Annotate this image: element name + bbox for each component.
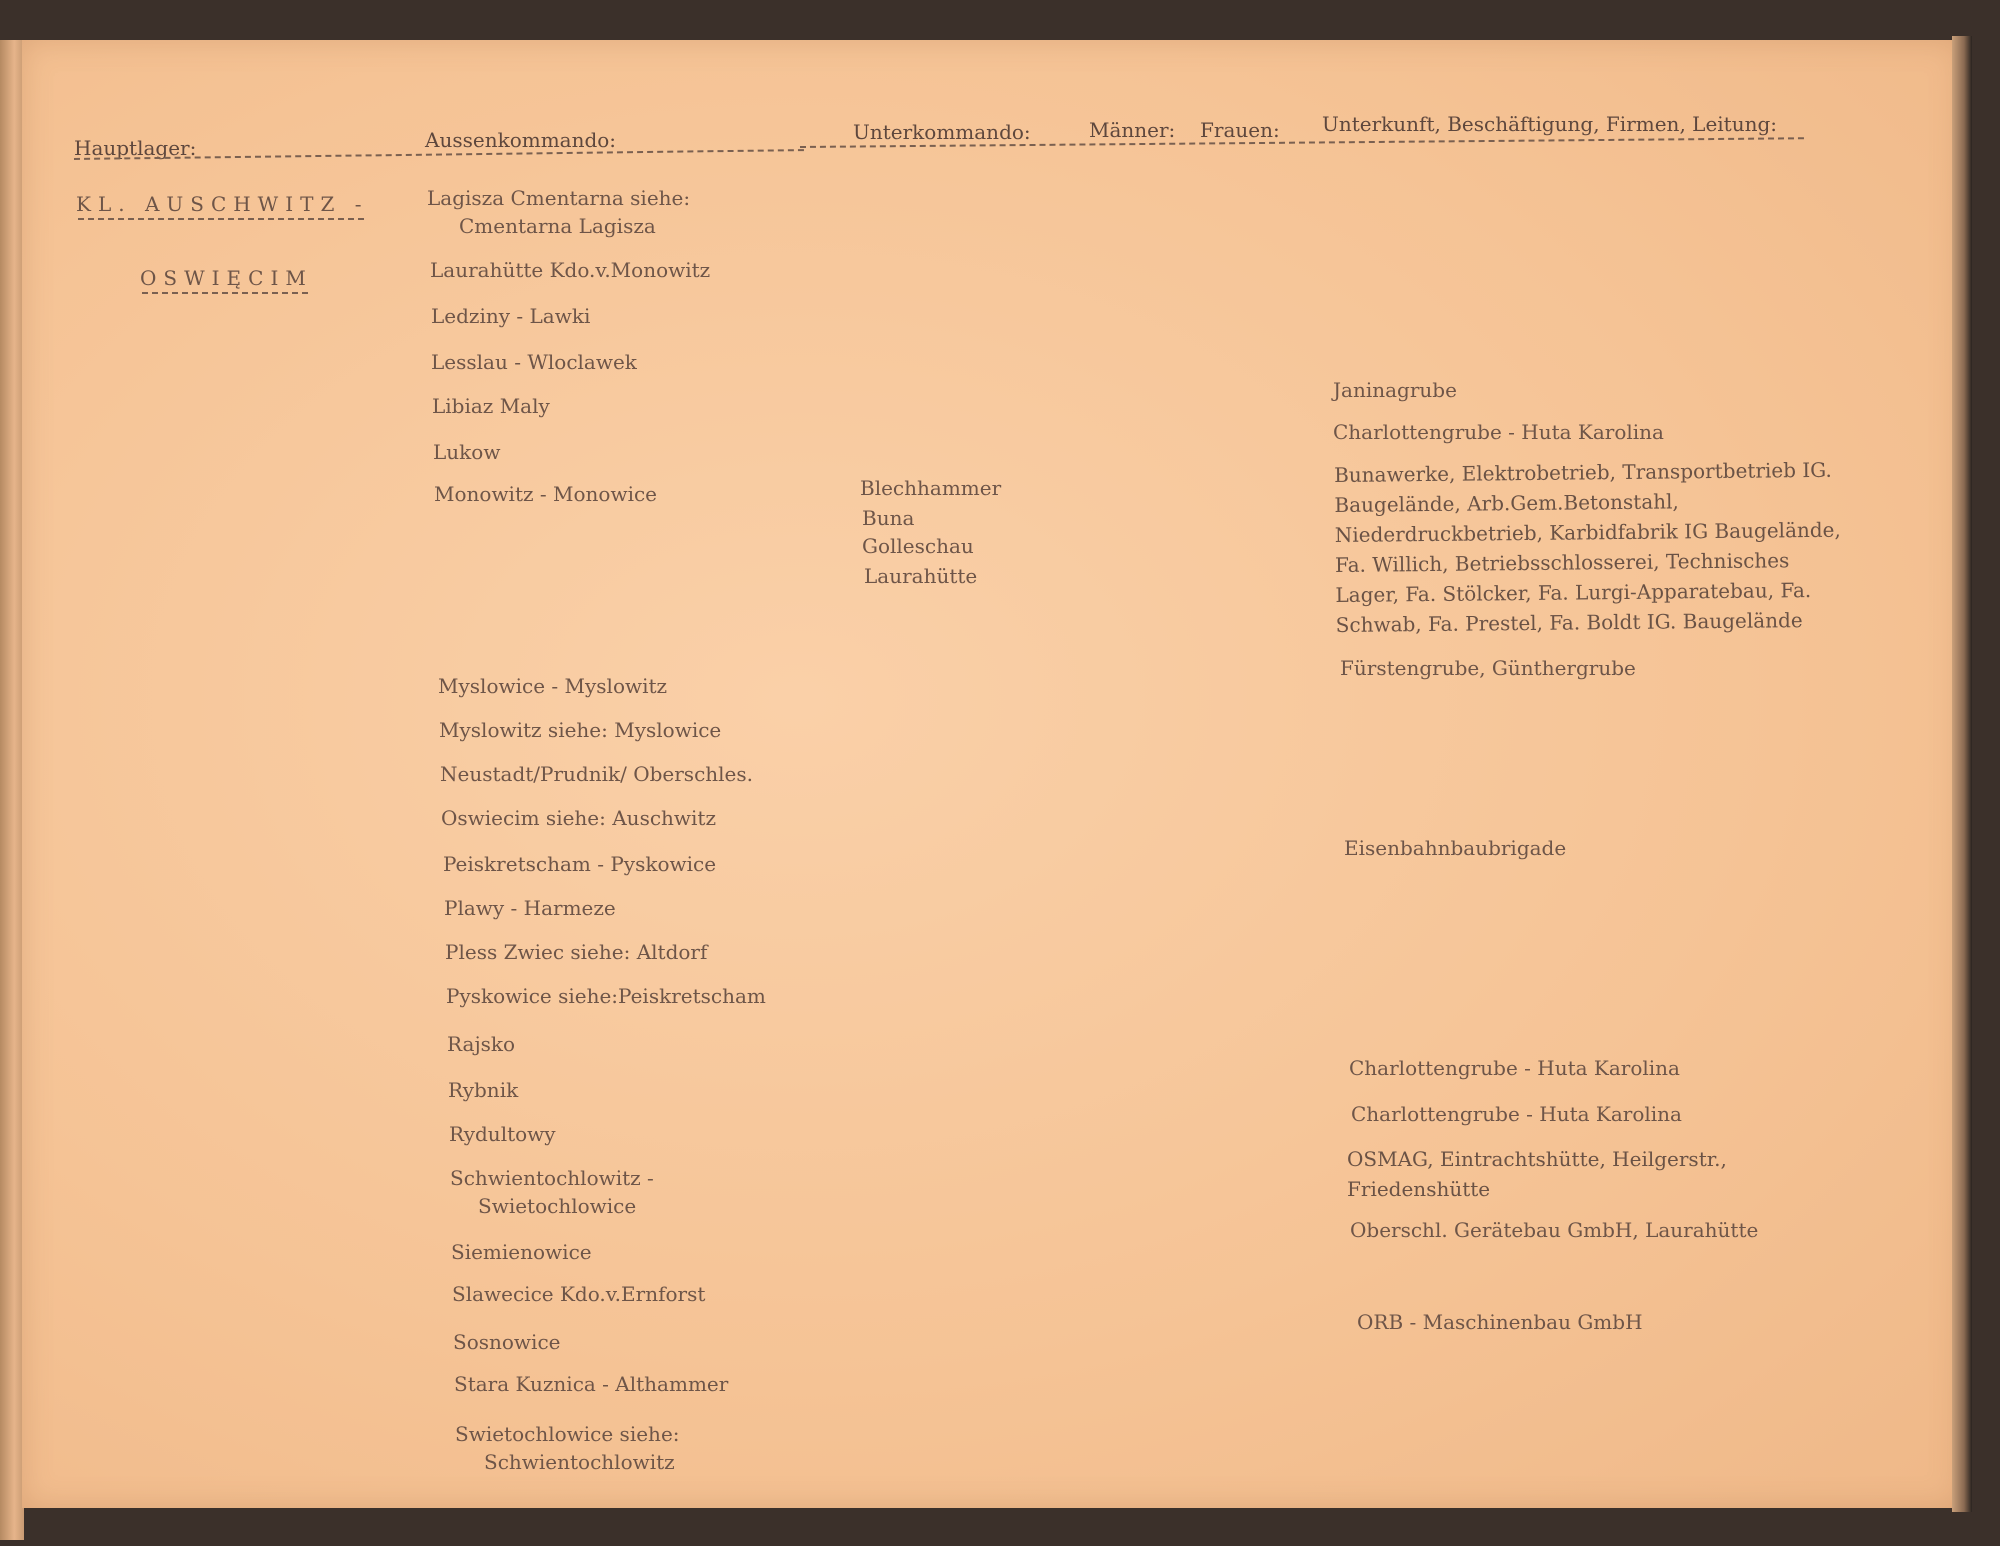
aussenkommando-item: Schwientochlowitz - [450, 1166, 654, 1190]
aussenkommando-item-cont: Swietochlowice [478, 1194, 637, 1218]
unterkunft-item: Oberschl. Gerätebau GmbH, Laurahütte [1350, 1218, 1759, 1242]
aussenkommando-item: Lagisza Cmentarna siehe: [427, 186, 691, 210]
aussenkommando-item: Rydultowy [449, 1122, 556, 1146]
header-aussenkommando: Aussenkommando: [425, 128, 617, 152]
header-maenner: Männer: [1089, 118, 1176, 142]
aussenkommando-item-cont: Cmentarna Lagisza [459, 214, 656, 238]
unterkunft-item-multiline: OSMAG, Eintrachtshütte, Heilgerstr., Friedenshütte [1347, 1147, 1727, 1201]
aussenkommando-item: Slawecice Kdo.v.Ernforst [452, 1282, 706, 1306]
aussenkommando-item: Rajsko [447, 1032, 516, 1056]
aussenkommando-item: Pyskowice siehe:Peiskretscham [446, 984, 766, 1008]
unterkunft-item-multiline: Bunawerke, Elektrobetrieb, Transportbetrieb IG. Baugelände, Arb.Gem.Betonstahl, Niederdruckbetrieb, Karbidfabrik IG Baugelände, Fa. Willich, Betriebsschlosserei, Technisches Lager, Fa. Stölcker, Fa. Lurgi-Apparatebau, Fa. Schwab, Fa. Prestel, Fa. Boldt IG. Baugelände [1334, 457, 1841, 637]
camp-underline-1 [78, 218, 364, 220]
unterkunft-item: Fürstengrube, Günthergrube [1340, 656, 1636, 680]
camp-underline-2 [142, 292, 308, 294]
unterkunft-item: Eisenbahnbaubrigade [1344, 836, 1567, 860]
camp-name-line1: KL. AUSCHWITZ - [76, 192, 369, 216]
aussenkommando-item: Pless Zwiec siehe: Altdorf [445, 940, 708, 964]
camp-name-line2: OSWIĘCIM [140, 266, 313, 290]
aussenkommando-item: Libiaz Maly [432, 394, 550, 418]
unterkommando-item: Buna [862, 506, 915, 530]
aussenkommando-item: Ledziny - Lawki [431, 304, 591, 328]
unterkunft-item: ORB - Maschinenbau GmbH [1357, 1310, 1643, 1334]
aussenkommando-item-cont: Schwientochlowitz [484, 1450, 675, 1474]
aussenkommando-item: Myslowice - Myslowitz [438, 674, 668, 698]
aussenkommando-item: Peiskretscham - Pyskowice [443, 852, 717, 876]
document-page [22, 40, 1960, 1508]
header-hauptlager: Hauptlager: [74, 136, 197, 160]
aussenkommando-item: Myslowitz siehe: Myslowice [439, 718, 722, 742]
unterkunft-item: Charlottengrube - Huta Karolina [1333, 420, 1664, 444]
aussenkommando-item: Siemienowice [451, 1240, 592, 1264]
unterkunft-item: Charlottengrube - Huta Karolina [1351, 1102, 1682, 1126]
left-page-edge [0, 40, 24, 1540]
aussenkommando-item: Sosnowice [453, 1330, 561, 1354]
aussenkommando-item: Monowitz - Monowice [434, 482, 657, 506]
unterkommando-item: Laurahütte [864, 564, 978, 588]
unterkunft-item: Charlottengrube - Huta Karolina [1349, 1056, 1680, 1080]
header-unterkunft: Unterkunft, Beschäftigung, Firmen, Leitung: [1322, 112, 1778, 136]
aussenkommando-item: Neustadt/Prudnik/ Oberschles. [440, 762, 754, 786]
header-unterkommando: Unterkommando: [853, 120, 1031, 144]
header-frauen: Frauen: [1200, 118, 1280, 142]
unterkommando-item: Golleschau [862, 534, 974, 558]
aussenkommando-item: Oswiecim siehe: Auschwitz [441, 806, 716, 830]
unterkunft-item: Janinagrube [1333, 378, 1457, 402]
aussenkommando-item: Rybnik [448, 1078, 519, 1102]
aussenkommando-item: Swietochlowice siehe: [455, 1422, 680, 1446]
aussenkommando-item: Lukow [433, 440, 501, 464]
aussenkommando-item: Stara Kuznica - Althammer [454, 1372, 729, 1396]
aussenkommando-item: Lesslau - Wloclawek [431, 350, 637, 374]
unterkommando-item: Blechhammer [860, 476, 1002, 500]
right-page-edge [1952, 36, 1972, 1512]
aussenkommando-item: Plawy - Harmeze [444, 896, 616, 920]
aussenkommando-item: Laurahütte Kdo.v.Monowitz [430, 258, 711, 282]
